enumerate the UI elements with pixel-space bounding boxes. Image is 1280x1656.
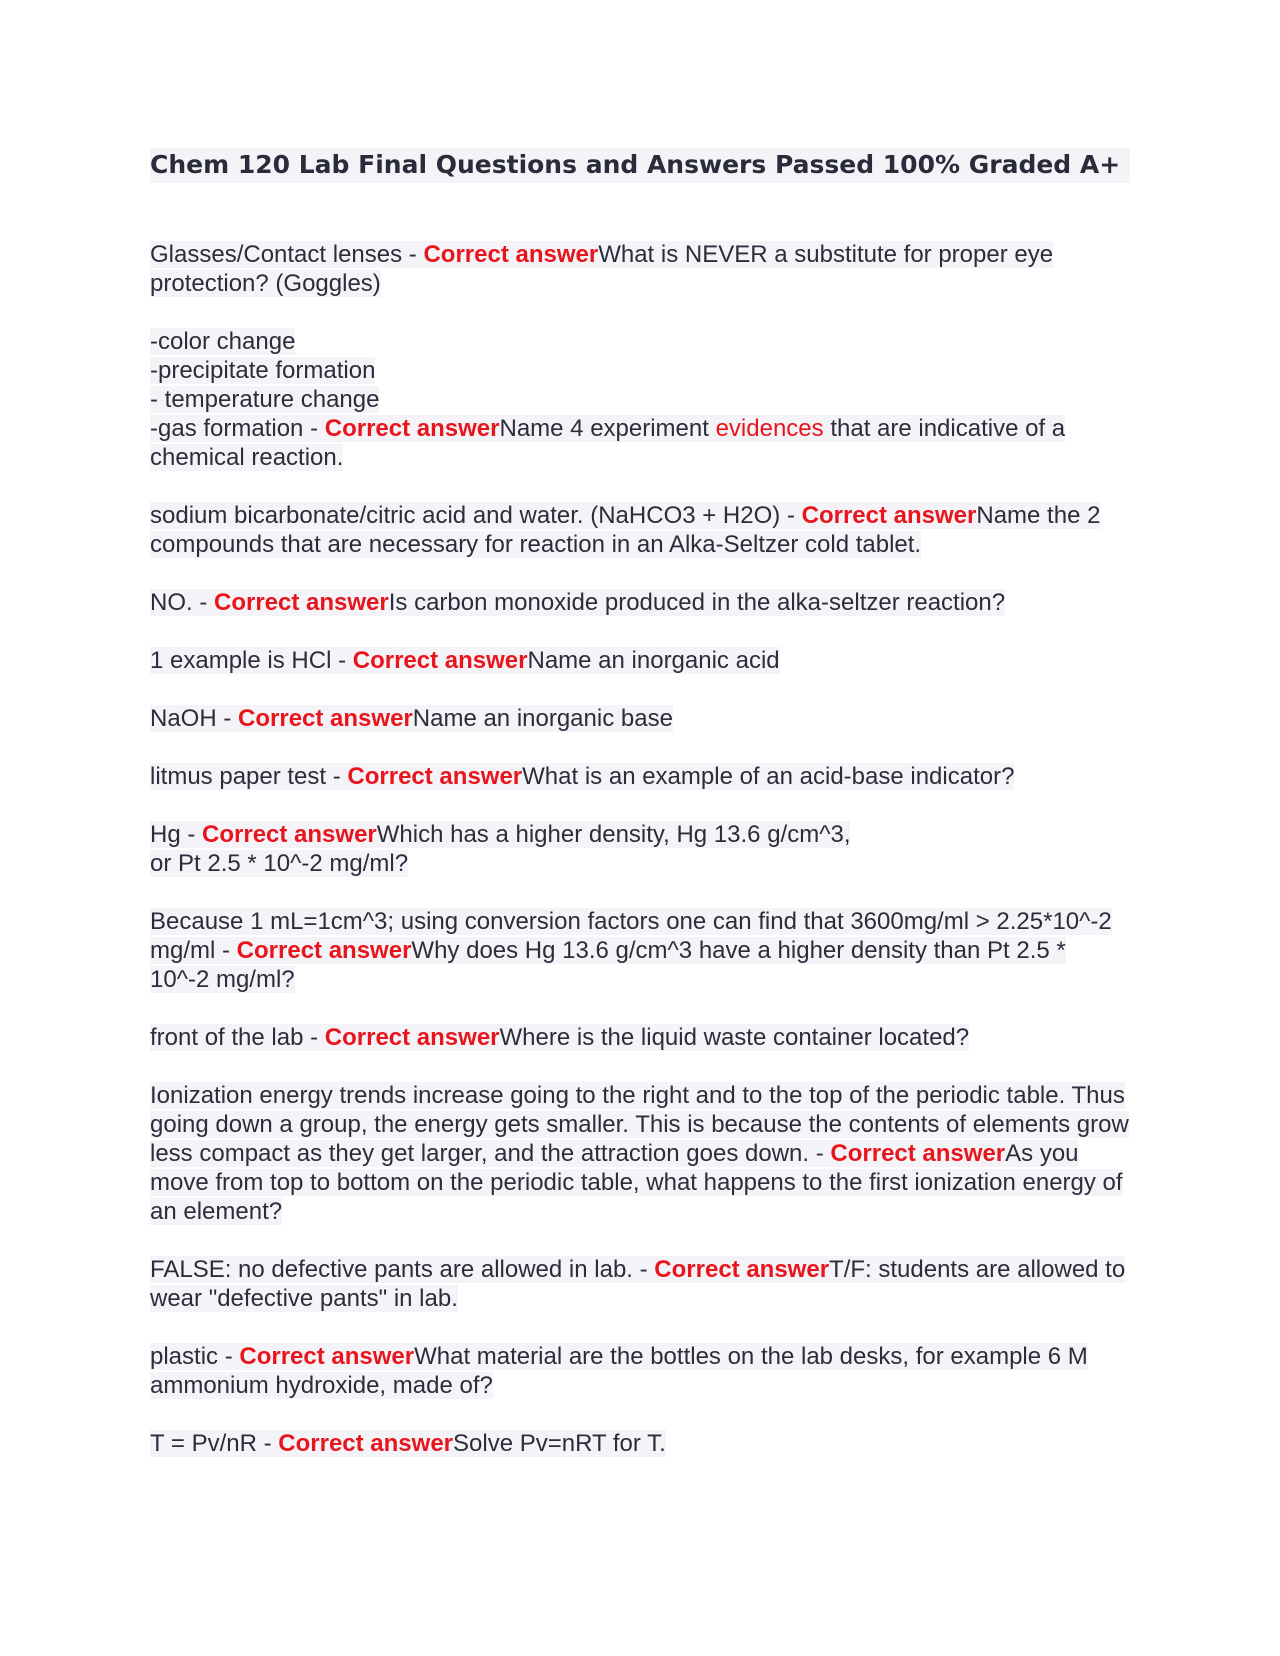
answer-text: FALSE: no defective pants are allowed in lab. [150,1256,633,1283]
question-text: What material are the bottles on the lab desks, for example 6 M ammonium hydroxide, made of? [150,1343,1088,1399]
correct-answer-label: Correct answer [654,1256,830,1283]
separator: - [216,705,239,732]
answer-line: -precipitate formation [150,357,376,384]
question-text: Name the 2 compounds that are necessary for reaction in an Alka-Seltzer cold tablet. [150,502,1101,558]
question-text: Solve Pv=nRT for T. [453,1430,666,1457]
page-title: Chem 120 Lab Final Questions and Answers Passed 100% Graded A+ [150,150,1121,179]
question-text: Is carbon monoxide produced in the alka-seltzer reaction? [388,589,1006,616]
qa-item [150,907,1130,994]
answer-text: plastic [150,1343,219,1370]
qa-item [150,1255,1130,1313]
question-text: Name 4 experiment [499,415,716,442]
correct-answer-label: Correct answer [239,1343,415,1370]
question-text: What is an example of an acid-base indicator? [522,763,1015,790]
separator: - [632,1256,655,1283]
separator: - [180,821,203,848]
separator: - [303,1024,325,1051]
separator: - [809,1140,831,1167]
question-highlight-word: evidences [715,415,824,442]
title-bar [150,148,1130,183]
correct-answer-label: Correct answer [830,1140,1006,1167]
separator: - [402,241,424,268]
separator: - [192,589,214,616]
answer-text: Because 1 mL=1cm^3; using conversion factors one can find that 3600mg/ml > 2.25*10^-2 mg/ml [150,908,1112,964]
question-text: Name an inorganic base [412,705,673,732]
answer-text: Glasses/Contact lenses [150,241,403,268]
correct-answer-label: Correct answer [236,937,412,964]
question-text: or Pt 2.5 * 10^-2 mg/ml? [150,850,409,877]
correct-answer-label: Correct answer [238,705,413,732]
qa-item [150,588,1130,617]
question-text: What is NEVER a substitute for proper eye protection? (Goggles) [150,241,1054,297]
answer-text: litmus paper test [150,763,327,790]
separator: - [215,937,237,964]
answer-text: front of the lab [150,1024,304,1051]
answer-text: NaOH [150,705,217,732]
correct-answer-label: Correct answer [352,647,528,674]
qa-item [150,1342,1130,1400]
qa-item [150,820,1130,878]
correct-answer-label: Correct answer [347,763,523,790]
answer-text: Hg [150,821,181,848]
qa-item [150,762,1130,791]
separator: - [256,1430,279,1457]
answer-line: - temperature change [150,386,380,413]
answer-text: T = Pv/nR [150,1430,257,1457]
question-text: that are indicative of a chemical reaction. [150,415,1066,471]
qa-item [150,646,1130,675]
qa-item [150,501,1130,559]
answer-text: NO. [150,589,193,616]
qa-item [150,704,1130,733]
correct-answer-label: Correct answer [214,589,389,616]
answer-text: 1 example is HCl [150,647,332,674]
answer-text: Ionization energy trends increase going to the right and to the top of the periodic table. Thus going down a group, the energy gets smaller. This is because the contents of elements grow less compact as they get larger, and the attraction goes down. [150,1082,1129,1167]
correct-answer-label: Correct answer [324,415,500,442]
question-text: Name an inorganic acid [527,647,780,674]
correct-answer-label: Correct answer [324,1024,500,1051]
question-text: Where is the liquid waste container located? [499,1024,970,1051]
qa-item [150,1081,1130,1226]
question-text: As you move from top to bottom on the periodic table, what happens to the first ionization energy of an element? [150,1140,1123,1225]
correct-answer-label: Correct answer [801,502,977,529]
separator: - [303,415,325,442]
correct-answer-label: Correct answer [278,1430,454,1457]
answer-text: sodium bicarbonate/citric acid and water. (NaHCO3 + H2O) [150,502,781,529]
question-text: Why does Hg 13.6 g/cm^3 have a higher density than Pt 2.5 * 10^-2 mg/ml? [150,937,1066,993]
qa-item [150,1023,1130,1052]
question-text: Which has a higher density, Hg 13.6 g/cm^3, [376,821,851,848]
answer-line: -color change [150,328,296,355]
answer-line: -gas formation [150,415,304,442]
qa-item [150,240,1130,298]
qa-item [150,327,1130,472]
qa-item [150,1429,1130,1458]
separator: - [326,763,348,790]
separator: - [780,502,802,529]
document-page [150,148,1130,1487]
correct-answer-label: Correct answer [202,821,377,848]
separator: - [331,647,353,674]
separator: - [218,1343,240,1370]
question-text: T/F: students are allowed to wear "defective pants" in lab. [150,1256,1126,1312]
correct-answer-label: Correct answer [423,241,599,268]
